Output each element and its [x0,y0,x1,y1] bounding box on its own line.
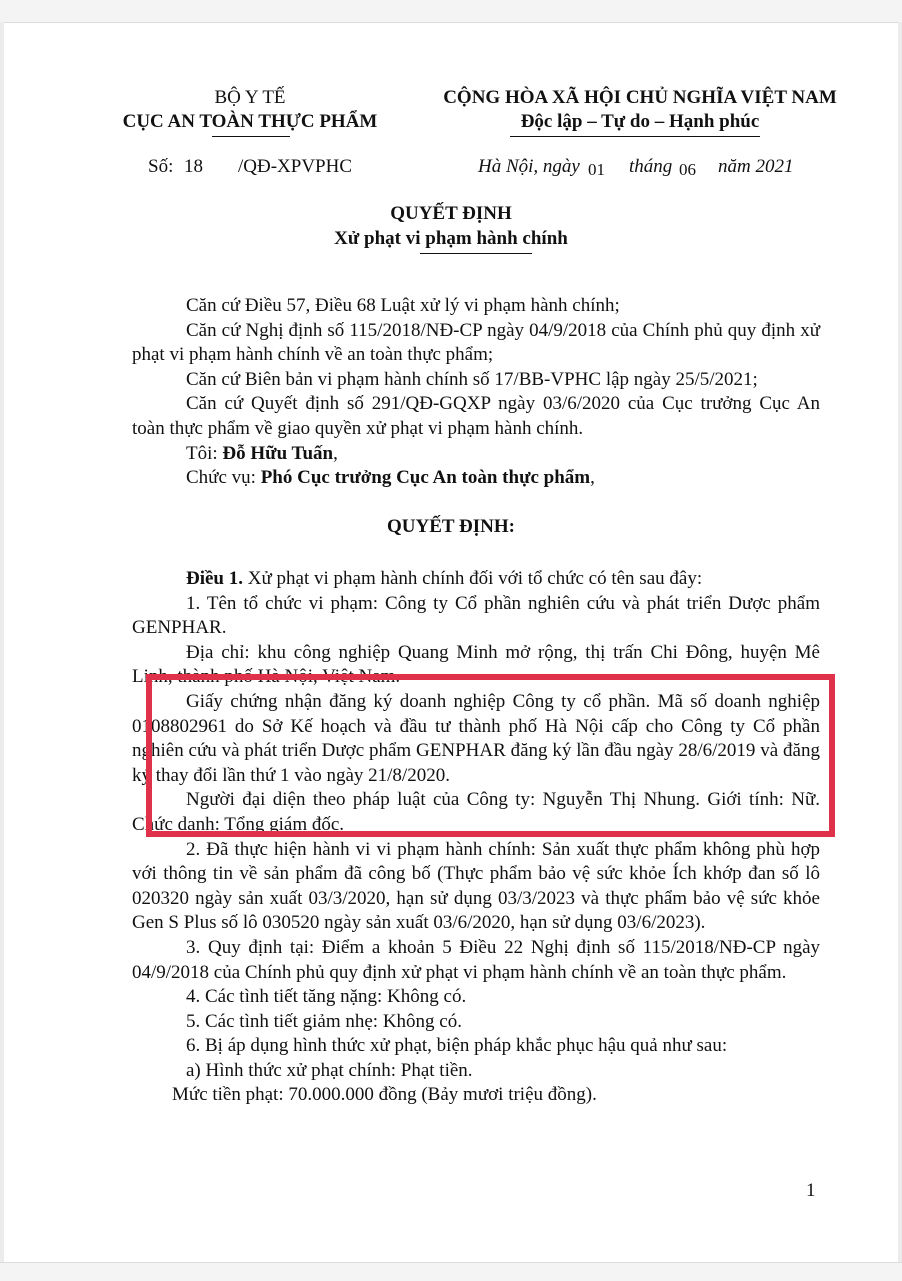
national-header [420,86,860,134]
date-year: năm 2021 [718,156,794,177]
regulation-reference: 3. Quy định tại: Điểm a khoản 5 Điều 22 Nghị định số 115/2018/NĐ-CP ngày 04/9/2018 của Chính phủ quy định xử phạt vi phạm hành chính về an toàn thực phẩm. [132,936,820,983]
penalty-intro: 6. Bị áp dụng hình thức xử phạt, biện pháp khắc phục hậu quả như sau: [186,1035,728,1057]
signer-name-line: Tôi: Đỗ Hữu Tuấn, [186,442,338,464]
ministry-name: BỘ Y TẾ [214,87,286,108]
doc-number-label: Số: [148,156,174,177]
department-name: CỤC AN TOÀN THỰC PHẨM [122,111,378,132]
org-address: Địa chỉ: khu công nghiệp Quang Minh mở rộng, thị trấn Chi Đông, huyện Mê Linh, thành phố Hà Nội, Việt Nam. [132,641,820,688]
viewer-bottom-bar [0,1262,902,1281]
org-name: 1. Tên tổ chức vi phạm: Công ty Cổ phần nghiên cứu và phát triển Dược phẩm GENPHAR. [132,592,820,639]
document-subtitle: Xử phạt vi phạm hành chính [334,228,568,249]
document-title: QUYẾT ĐỊNH [390,203,512,224]
date-month: 06 [679,160,696,179]
date-day: 01 [588,160,605,179]
legal-basis-2: Căn cứ Nghị định số 115/2018/NĐ-CP ngày 04/9/2018 của Chính phủ quy định xử phạt vi phạm hành chính về an toàn thực phẩm; [132,319,820,366]
signer-position-label: Chức vụ: [186,467,256,489]
signer-position: Phó Cục trưởng Cục An toàn thực phẩm [260,467,591,489]
issuer-underline [212,136,290,137]
article-1-intro: Điều 1. Xử phạt vi phạm hành chính đối với tổ chức có tên sau đây: [186,568,703,589]
article-1-label: Điều 1. [186,568,243,589]
legal-basis-3: Căn cứ Biên bản vi phạm hành chính số 17/BB-VPHC lập ngày 25/5/2021; [186,368,758,390]
article-1 [132,567,820,1108]
highlight-box [146,674,835,837]
business-certificate: Giấy chứng nhận đăng ký doanh nghiệp Công ty cổ phần. Mã số doanh nghiệp 0108802961 do Sở Kế hoạch và đầu tư thành phố Hà Nội cấp cho Công ty Cổ phần nghiên cứu và phát triển Dược phẩm GENPHAR đăng ký lần đầu ngày 28/6/2019 và đăng ký thay đổi lần thứ 1 vào ngày 21/8/2020. [132,690,820,786]
penalty-main: a) Hình thức xử phạt chính: Phạt tiền. [186,1059,473,1081]
national-motto: Độc lập – Tự do – Hạnh phúc [520,111,760,132]
fine-amount: Mức tiền phạt: 70.000.000 đồng (Bảy mươi triệu đồng). [172,1084,597,1106]
legal-representative: Người đại diện theo pháp luật của Công ty: Nguyễn Thị Nhung. Giới tính: Nữ. Chức danh: Tổng giám đốc. [132,789,820,835]
doc-number-value: 18 [184,156,203,177]
motto-underline [510,136,760,137]
country-name: CỘNG HÒA XÃ HỘI CHỦ NGHĨA VIỆT NAM [443,87,837,108]
page-number: 1 [806,1180,816,1201]
aggravating-circumstances: 4. Các tình tiết tăng nặng: Không có. [186,986,467,1008]
viewer-top-bar [0,0,902,23]
preamble [132,294,820,491]
legal-basis-4: Căn cứ Quyết định số 291/QĐ-GQXP ngày 03/6/2020 của Cục trưởng Cục An toàn thực phẩm về giao quyền xử phạt vi phạm hành chính. [132,393,820,439]
subtitle-underline [420,253,532,254]
signer-name: Đỗ Hữu Tuấn [222,442,334,464]
violation-description: 2. Đã thực hiện hành vi vi phạm hành chính: Sản xuất thực phẩm không phù hợp với thông tin về sản phẩm đã công bố (Thực phẩm bảo vệ sức khỏe Ích khớp đan số lô 020320 ngày sản xuất 03/3/2020, hạn sử dụng 03/3/2023 và thực phẩm bảo vệ sức khỏe Gen S Plus số lô 030520 ngày sản xuất 03/6/2020, hạn sử dụng 03/6/2023). [132,838,820,934]
decision-heading: QUYẾT ĐỊNH: [387,516,515,537]
date-month-label: tháng [629,156,673,177]
issuer-block [100,86,400,134]
signer-position-line: Chức vụ: Phó Cục trưởng Cục An toàn thực phẩm, [186,467,595,489]
doc-number-suffix: /QĐ-XPVPHC [238,156,353,177]
mitigating-circumstances: 5. Các tình tiết giảm nhẹ: Không có. [186,1010,462,1032]
signer-name-label: Tôi: [186,442,218,464]
legal-basis-1: Căn cứ Điều 57, Điều 68 Luật xử lý vi phạm hành chính; [186,295,620,316]
date-place: Hà Nội, ngày [478,156,580,177]
